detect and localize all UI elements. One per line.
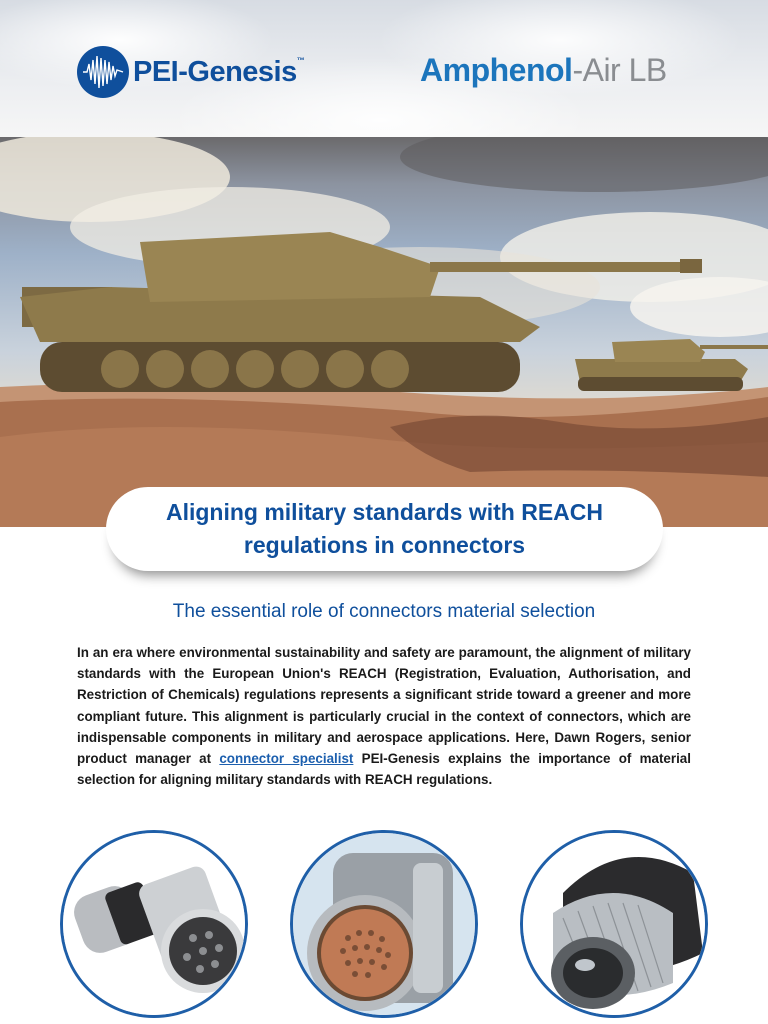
article-paragraph	[77, 642, 691, 790]
hero-tanks-image	[0, 137, 768, 527]
background-tank-shape	[575, 339, 768, 391]
header-banner	[0, 0, 768, 137]
pei-genesis-wave-icon	[77, 46, 129, 98]
amphenol-air-lb-logo	[420, 52, 667, 89]
title-banner	[106, 487, 663, 571]
pei-genesis-wordmark: PEI-Genesis™	[133, 55, 305, 88]
article-subtitle: The essential role of connectors material selection	[172, 601, 596, 622]
air-lb-wordmark: -Air LB	[572, 52, 667, 88]
connector-image-2	[290, 830, 478, 1018]
paragraph-text-start: In an era where environmental sustainability and safety are paramount, the alignment of military standards with the European Union's REACH (Registration, Evaluation, Authorisation, and Restriction of Chemicals) regulations represents a significant stride toward a greener and more compliant future. This alignment is particularly crucial in the context of connectors, which are indispensable components in military and aerospace applications. Here, Dawn Rogers, senior product manager at	[77, 645, 691, 767]
connector-specialist-link[interactable]: connector specialist	[219, 751, 354, 767]
connector-image-3	[520, 830, 708, 1018]
amphenol-wordmark: Amphenol	[420, 52, 573, 88]
pei-genesis-logo	[77, 46, 304, 98]
connector-image-1	[60, 830, 248, 1018]
article-title: Aligning military standards with REACH regulations in connectors	[165, 499, 604, 558]
paragraph-text-end: PEI-Genesis explains the importance of material selection for aligning military standards with REACH regulations.	[77, 751, 691, 788]
